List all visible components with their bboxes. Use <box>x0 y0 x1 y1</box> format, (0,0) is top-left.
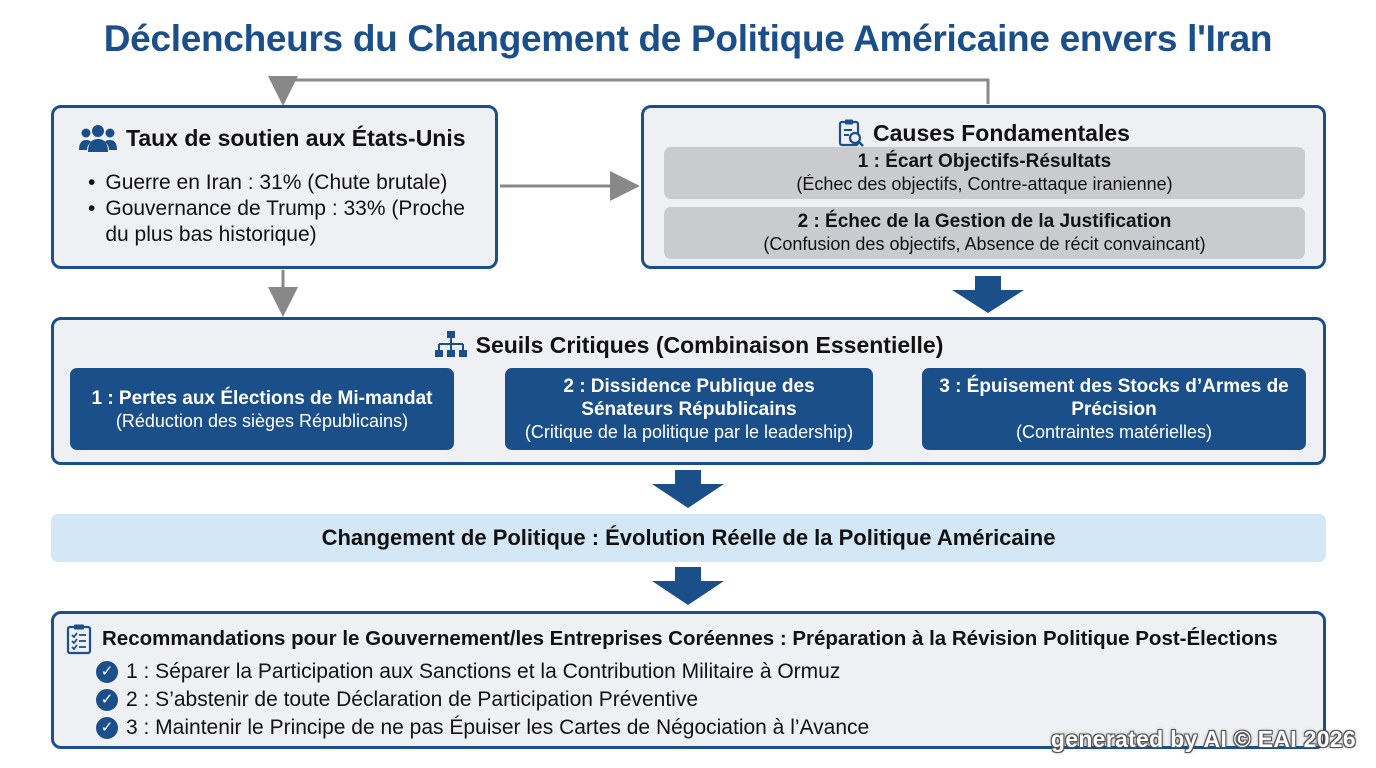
threshold-card-sub: (Critique de la politique par le leadership) <box>524 422 854 442</box>
checklist-icon <box>66 623 94 655</box>
clipboard-search-icon <box>837 118 865 148</box>
list-item: • Guerre en Iran : 31% (Chute brutale) <box>88 171 448 194</box>
page-title: Déclencheurs du Changement de Politique Américaine envers l'Iran <box>103 18 1273 59</box>
cause-card-heading: 1 : Écart Objectifs-Résultats <box>857 151 1112 172</box>
check-circle-icon: ✓ <box>96 661 118 683</box>
list-item: ✓ 1 : Séparer la Participation aux Sanctions et la Contribution Militaire à Ormuz <box>96 658 869 686</box>
causes-panel-header <box>644 118 1323 148</box>
support-panel <box>51 105 498 269</box>
cause-card-2 <box>664 207 1305 259</box>
threshold-card-heading: 2 : Dissidence Publique des Sénateurs Républicains <box>563 376 815 420</box>
threshold-card-sub: (Réduction des sièges Républicains) <box>115 410 409 431</box>
recommendations-panel-header <box>66 623 1278 655</box>
check-circle-icon: ✓ <box>96 717 118 739</box>
list-item: • Gouvernance de Trump : 33% (Proche du plus bas historique) <box>88 197 465 246</box>
thresholds-panel-header <box>54 330 1323 360</box>
thresholds-panel <box>51 317 1326 465</box>
threshold-card-heading: 1 : Pertes aux Élections de Mi-mandat <box>91 387 433 409</box>
check-circle-icon: ✓ <box>96 689 118 711</box>
threshold-card-heading: 3 : Épuisement des Stocks d’Armes de Précision <box>939 376 1289 420</box>
causes-panel-title: Causes Fondamentales <box>873 119 1130 146</box>
cause-card-1 <box>664 147 1305 199</box>
causes-panel <box>641 105 1326 269</box>
recommendations-list <box>96 658 869 742</box>
support-panel-title: Taux de soutien aux États-Unis <box>126 124 466 151</box>
causes-down-arrow <box>952 276 1024 313</box>
feedback-connector <box>283 80 988 104</box>
hierarchy-icon <box>434 330 468 360</box>
recommendations-panel-title: Recommandations pour le Gouvernement/les Entreprises Coréennes : Préparation à la Révision Politique Post-Élections <box>102 627 1278 650</box>
threshold-card-2 <box>505 368 873 450</box>
cause-card-sub: (Confusion des objectifs, Absence de récit convaincant) <box>763 234 1206 254</box>
policy-down-arrow <box>652 567 724 605</box>
support-panel-header <box>78 122 466 154</box>
list-item: ✓ 2 : S’abstenir de toute Déclaration de Participation Préventive <box>96 686 869 714</box>
thresholds-down-arrow <box>652 470 724 508</box>
cause-card-heading: 2 : Échec de la Gestion de la Justification <box>797 211 1172 232</box>
watermark: generated by AI © EAI 2026 <box>1050 726 1356 752</box>
cause-card-sub: (Échec des objectifs, Contre-attaque iranienne) <box>796 174 1173 194</box>
threshold-card-3 <box>922 368 1306 450</box>
policy-change-band: Changement de Politique : Évolution Réelle de la Politique Américaine <box>51 514 1326 562</box>
people-group-icon <box>78 122 118 154</box>
list-item: ✓ 3 : Maintenir le Principe de ne pas Épuiser les Cartes de Négociation à l’Avance <box>96 714 869 742</box>
support-list <box>88 170 488 248</box>
thresholds-panel-title: Seuils Critiques (Combinaison Essentielle) <box>475 331 944 358</box>
threshold-card-sub: (Contraintes matérielles) <box>1015 422 1213 442</box>
threshold-card-1 <box>70 368 454 450</box>
